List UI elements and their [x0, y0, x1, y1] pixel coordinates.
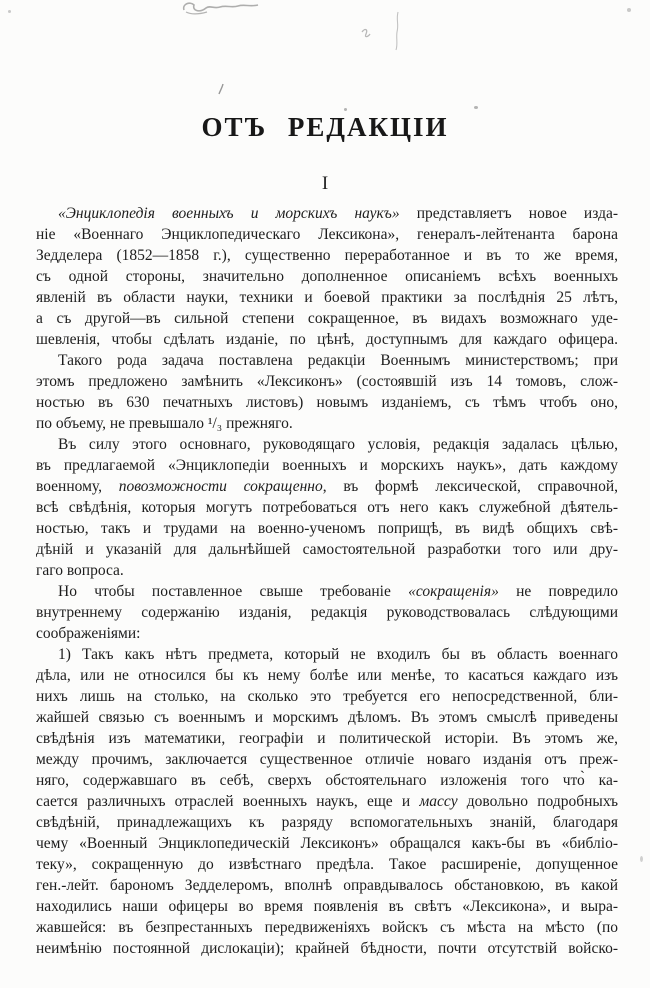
- text-line: Зедделера (1852—1858 г.), существенно переработанное и въ то же время,: [36, 247, 618, 264]
- pencil-smudge: [180, 0, 270, 18]
- text-line: ніе «Военнаго Энциклопедическаго Лексикона», генералъ-лейтенанта барона: [36, 226, 618, 243]
- body-text: [36, 203, 618, 959]
- text-line: дѣла, или не относился бы къ нему болѣе или менѣе, то касаться каждаго изъ: [36, 667, 618, 684]
- dust-speck: [640, 856, 643, 862]
- text-line: теку», сокращенную до извѣстнаго предѣла. Такое расширеніе, допущенное: [36, 856, 618, 873]
- dust-speck: [627, 8, 631, 12]
- text-line: жайшей связью съ военнымъ и морскимъ дѣломъ. Въ этомъ смыслѣ приведены: [36, 709, 618, 726]
- text-line: съ одной стороны, значительно дополненное описаніемъ всѣхъ военныхъ: [36, 268, 618, 285]
- text-line: по объему, не превышало ¹/₃ прежняго.: [36, 415, 293, 432]
- text-line: явленій въ области науки, техники и боевой практики за послѣднія 25 лѣтъ,: [36, 289, 618, 306]
- text-line: ностью въ 630 печатныхъ листовъ) новымъ изданіемъ, съ тѣмъ чтобъ оно,: [36, 394, 618, 411]
- text-line: чему «Военный Энциклопедическій Лексиконъ» обращался какъ-бы въ «библіо-: [36, 835, 618, 852]
- section-numeral: I: [321, 173, 329, 194]
- text-line: всѣ свѣдѣнія, которыя могутъ потребоваться отъ него какъ служебной дѣятель-: [36, 499, 618, 516]
- dust-speck: [474, 106, 478, 109]
- text-line: 1) Такъ какъ нѣтъ предмета, который не входилъ бы въ область военнаго: [58, 646, 618, 663]
- text-line: находились наши офицеры во время появленія въ свѣтъ «Лексикона», и выра-: [36, 898, 618, 915]
- text-line: Такого рода задача поставлена редакціи Военнымъ министерствомъ; при: [58, 352, 618, 369]
- text-line: въ предлагаемой «Энциклопедіи военныхъ и морскихъ наукъ», дать каждому: [36, 457, 618, 474]
- text-line: Въ силу этого основнаго, руководящаго условія, редакція задалась цѣлью,: [58, 436, 618, 453]
- text-line: няго, содержавшаго въ себѣ, сверхъ обстоятельнаго изложенія того что̀ ка-: [36, 772, 618, 789]
- apostrophe-speck: [216, 82, 228, 96]
- text-line: дѣній и указаній для дальнѣйшей самостоятельной разработки того или дру-: [36, 541, 618, 558]
- text-line: свѣдѣнія изъ математики, географіи и политической исторіи. Въ этомъ же,: [36, 730, 618, 747]
- page-title: ОТЪ РЕДАКЦІИ: [201, 112, 449, 142]
- text-line: военному, повозможности сокращенно, въ формѣ лексической, справочной,: [36, 478, 618, 495]
- text-line: жавшейся: въ безпрестанныхъ передвиженіяхъ войскъ съ мѣста на мѣсто (по: [36, 919, 618, 936]
- text-line: свѣдѣній, принадлежащихъ къ разряду вспомогательныхъ знаній, благодаря: [36, 814, 618, 831]
- text-line: шевленія, чтобы сдѣлать изданіе, по цѣнѣ, доступнымъ для каждаго офицера.: [36, 331, 618, 348]
- text-line: а съ другой—въ сильной степени сокращенное, въ видахъ возможнаго уде-: [36, 310, 618, 327]
- ink-mark-smudge: [352, 10, 412, 52]
- text-line: Но чтобы поставленное свыше требованіе «сокращенія» не повредило: [58, 583, 618, 600]
- text-line: гаго вопроса.: [36, 562, 124, 579]
- text-line: внутреннему содержанію изданія, редакція руководствовалась слѣдующими: [36, 604, 618, 621]
- text-line: нихъ лишь на столько, на сколько это требуется его непосредственной, бли-: [36, 688, 618, 705]
- text-line: неимѣнію постоянной дислокаціи); крайней бѣдности, почти отсутствій войско-: [36, 940, 618, 957]
- text-line: этомъ предложено замѣнить «Лексиконъ» (состоявшій изъ 14 томовъ, слож-: [36, 373, 618, 390]
- text-line: ген.-лейт. барономъ Зедделеромъ, вполнѣ оправдывалось обстановкою, въ какой: [36, 877, 618, 894]
- text-line: между прочимъ, заключается существенное отличіе новаго изданія отъ преж-: [36, 751, 618, 768]
- text-line: ностью, такъ и трудами на военно-ученомъ поприщѣ, въ видѣ общихъ свѣ-: [36, 520, 618, 537]
- text-line: соображеніями:: [36, 625, 141, 642]
- text-line: сается различныхъ отраслей военныхъ наукъ, еще и массу довольно подробныхъ: [36, 793, 618, 810]
- dust-speck: [8, 10, 11, 13]
- dust-speck: [344, 108, 347, 111]
- text-line: «Энциклопедія военныхъ и морскихъ наукъ» представляетъ новое изда-: [58, 205, 618, 222]
